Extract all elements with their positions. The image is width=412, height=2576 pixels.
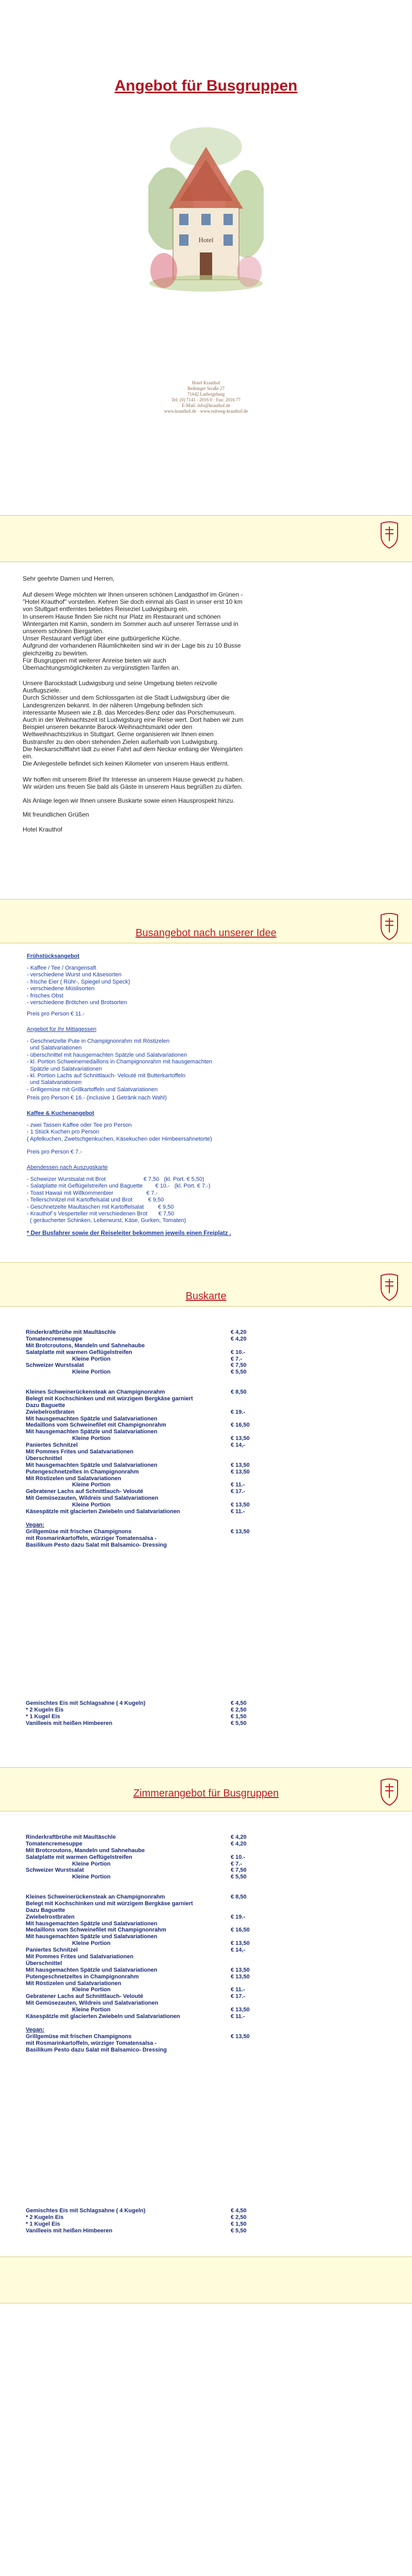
menu-item-name: Gebratener Lachs auf Schnittlauch- Velouté: [26, 1993, 143, 2000]
menu-item-price: € 14,-: [231, 1947, 246, 1954]
address-line: Beihinger Straße 27: [187, 386, 225, 391]
menu-item-name: Salatplatte mit warmen Geflügelstreifen: [26, 1349, 132, 1355]
menu-item-price: € 13,50: [231, 1528, 250, 1535]
menu-item-price: € 13,50: [231, 1468, 250, 1475]
menu-item-price: € 13,50: [231, 2033, 250, 2040]
menu-item-name: Kleines Schweinerückensteak an Champignonrahm: [26, 1389, 165, 1396]
menu-item-name: Schweizer Wurstsalat: [26, 1362, 84, 1369]
menu-item-price: € 10.-: [231, 1854, 246, 1860]
buskarte-menu: [26, 1329, 294, 1548]
menu-row: [26, 1416, 294, 1422]
menu-item-name: Mit Röstizelen und Salatvariationen: [26, 1475, 122, 1482]
menu-item-name: Mit Gemüsezauten, Wildreis und Salatvariationen: [26, 1495, 159, 1502]
menu-item-price: € 5,50: [231, 1720, 247, 1726]
band-divider: [0, 1306, 412, 1307]
menu-row: [26, 1901, 294, 1907]
menu-row: [26, 1409, 294, 1416]
buskarte-title: Buskarte: [185, 1291, 227, 1302]
menu-row: [26, 1376, 294, 1382]
letter-paragraph: Als Anlage legen wir Ihnen unsere Buskarte sowie einen Hausprospekt hinzu.: [23, 797, 235, 804]
menu-item-name: Kleine Portion: [72, 1355, 111, 1362]
menu-item-name: Kleine Portion: [72, 1987, 111, 1993]
menu-item-price: € 11.-: [231, 1509, 245, 1515]
menu-row: [26, 2033, 294, 2040]
zimmer-title: Zimmerangebot für Busgruppen: [133, 1788, 279, 1799]
hotel-crest-icon: [379, 912, 400, 941]
menu-item-price: € 5,50: [231, 1369, 247, 1376]
menu-row: [26, 1469, 294, 1476]
menu-item-name: Kleine Portion: [72, 1482, 111, 1488]
menu-row: [26, 1455, 294, 1462]
menu-item-price: € 7.-: [231, 1860, 243, 1867]
menu-item-name: Mit hausgemachten Spätzle und Salatvariationen: [26, 1429, 158, 1435]
menu-item-name: Kleine Portion: [72, 1435, 111, 1442]
decorative-band: [0, 515, 412, 562]
menu-row: [26, 1488, 294, 1495]
menu-item-price: € 4,50: [231, 1700, 247, 1706]
menu-row: [26, 2027, 294, 2033]
menu-row: [26, 1861, 294, 1868]
menu-row: [26, 1700, 294, 1707]
menu-item-price: € 13,50: [231, 1973, 250, 1980]
menu-item-name: Mit Brotcroutons, Mandeln und Sahnehaube: [26, 1342, 145, 1349]
menu-item-name: Mit Pommes Frites und Salatvariationen: [26, 1954, 134, 1960]
menu-row: [26, 1343, 294, 1349]
menu-row: [26, 1927, 294, 1934]
menu-row: [26, 1907, 294, 1914]
menu-row: [26, 1476, 294, 1482]
menu-item-name: Paniertes Schnitzel: [26, 1442, 78, 1449]
buskarte-desserts: [26, 1700, 294, 1727]
menu-row: [26, 1442, 294, 1449]
menu-row: [26, 2020, 294, 2027]
menu-item-price: € 13,50: [231, 1502, 250, 1509]
menu-row: [26, 1382, 294, 1389]
menu-row: [26, 1356, 294, 1363]
menu-row: [26, 1502, 294, 1509]
menu-item-name: Überschnittel: [26, 1455, 62, 1462]
letter-closing: Mit freundlichen Grüßen: [23, 811, 89, 818]
menu-row: [26, 1535, 294, 1542]
menu-item-name: Tomatencremesuppe: [26, 1840, 82, 1847]
menu-item-name: Überschnittel: [26, 1960, 62, 1967]
menu-row: [26, 1714, 294, 1720]
menu-item-price: € 1,50: [231, 1713, 247, 1720]
menu-item-price: € 19.-: [231, 1913, 246, 1920]
menu-item-name: Käsespätzle mit glacierten Zwiebeln und Salatvariationen: [26, 2013, 180, 2020]
menu-row: [26, 1921, 294, 1927]
menu-row: [26, 1396, 294, 1402]
menu-item-name: Medaillons vom Schweinefilet mit Champignonrahm: [26, 1422, 166, 1429]
menu-item-price: € 4,50: [231, 2208, 247, 2214]
menu-item-price: € 8,50: [231, 1389, 247, 1396]
menu-item-name: Vegan:: [26, 2026, 45, 2033]
menu-item-price: € 13,50: [231, 1967, 250, 1973]
menu-item-name: Kleine Portion: [72, 1860, 111, 1867]
menu-row: [26, 1947, 294, 1954]
page-title: Angebot für Busgruppen: [114, 77, 298, 94]
menu-row: [26, 1422, 294, 1429]
menu-row: [26, 1894, 294, 1901]
menu-item-name: mit Rosmarinkartoffeln, würziger Tomatensalsa -: [26, 1535, 157, 1541]
menu-item-name: Zwiebelrostbraten: [26, 1913, 75, 1920]
menu-row: [26, 1495, 294, 1502]
menu-row: [26, 1515, 294, 1522]
zimmer-desserts: [26, 2208, 294, 2234]
menu-row: [26, 1349, 294, 1356]
menu-item-name: Paniertes Schnitzel: [26, 1947, 78, 1954]
coffee-items: - zwei Tassen Kaffee oder Tee pro Person - 1 Stück Kuchen pro Person ( Apfelkuchen, Zwetschgenkuchen, Käsekuchen oder Himbeersahnetorte): [27, 1122, 212, 1142]
menu-item-price: € 11.-: [231, 2013, 245, 2020]
menu-item-price: € 13,50: [231, 1435, 250, 1442]
menu-item-price: € 13,50: [231, 1462, 250, 1468]
menu-item-name: Käsespätzle mit glacierten Zwiebeln und Salatvariationen: [26, 1509, 180, 1515]
menu-item-name: Kleine Portion: [72, 1502, 111, 1509]
menu-row: [26, 1980, 294, 1987]
menu-item-price: € 14,-: [231, 1442, 246, 1449]
breakfast-heading: Frühstücksangebot: [27, 953, 80, 959]
menu-item-name: mit Rosmarinkartoffeln, würziger Tomatensalsa -: [26, 2040, 157, 2046]
band-divider: [0, 515, 412, 516]
menu-row: [26, 1389, 294, 1396]
menu-item-name: Vanilleeis mit heißen Himbeeren: [26, 2227, 113, 2234]
menu-row: [26, 2214, 294, 2221]
menu-item-name: Vegan:: [26, 1521, 45, 1528]
menu-item-price: € 7,50: [231, 1867, 247, 1874]
letter-signature: Hotel Krauthof: [23, 826, 62, 833]
coffee-price: Preis pro Person € 7.-: [27, 1149, 82, 1155]
menu-item-name: Putengeschnetzeltes in Champignonrahm: [26, 1973, 139, 1980]
menu-item-name: Grillgemüse mit frischen Champignons: [26, 1528, 132, 1535]
menu-item-name: Gemischtes Eis mit Schlagsahne ( 4 Kugeln): [26, 2208, 146, 2214]
letter-paragraph: Auf diesem Wege möchten wir Ihnen unseren schönen Landgasthof im Grünen - "Hotel Krauthof" vorstellen. Kehren Sie doch einmal als Gast in unser erst 10 km von Stuttgart entferntes beliebtes Reiseziel Ludwigsburg ein. In unserem Hause finden Sie nicht nur Platz im Restaurant und schönen Wintergarten mit Kamin, sondern im Sommer auch auf unserer Terrasse und in unserem schönen Biergarten. Unser Restaurant verfügt über eine gutbürgerliche Küche. Aufgrund der vorhandenen Räumlichkeiten sind wir in der Lage bis zu 10 Busse gleichzeitig zu bewirten. Für Busgruppen mit weiterer Anreise bieten wir auch Übernachtungsmöglichkeiten zu vergünstigten Tarifen an.: [23, 591, 243, 672]
menu-row: [26, 1720, 294, 1727]
menu-item-price: € 11.-: [231, 1987, 245, 1993]
menu-item-name: Vanilleeis mit heißen Himbeeren: [26, 1720, 113, 1726]
menu-item-name: Mit Pommes Frites und Salatvariationen: [26, 1449, 134, 1455]
dinner-items: - Schweizer Wurstsalat mit Brot € 7,50 (kl. Port. € 5,50) - Salatplatte mit Geflügelstreifen und Baguette € 10.- (kl. Port. € 7.-) - Toast Hawaii mit Willkommenbier € 7.- - Tellerschnitzel mit Kartoffelsalat und Brot € 9,50 - Geschnetzelte Maultaschen mit Kartoffelsalat € 9,50 - Krauthof´s Vesperteller mit verschiedenen Brot € 7,50 ( geräucherter Schinken, Leberwurst, Käse, Gurken, Tomaten): [27, 1176, 211, 1224]
menu-item-name: Kleine Portion: [72, 1940, 111, 1947]
menu-row: [26, 1482, 294, 1488]
address-line: www.krauthof.de · www.ruitweg-krauthof.de: [164, 409, 248, 414]
menu-row: [26, 1993, 294, 2000]
menu-item-name: Putengeschnetzeltes in Champignonrahm: [26, 1468, 139, 1475]
menu-row: [26, 1522, 294, 1529]
lunch-price: Preis pro Person € 16.- (inclusive 1 Getränk nach Wahl): [27, 1095, 167, 1101]
menu-item-price: € 2,50: [231, 1706, 247, 1713]
menu-row: [26, 1329, 294, 1336]
menu-item-name: Kleine Portion: [72, 1369, 111, 1376]
decorative-band: [0, 2257, 412, 2303]
lunch-heading: Angebot für Ihr Mittagessen: [27, 1026, 97, 1032]
menu-item-name: Mit hausgemachten Spätzle und Salatvariationen: [26, 1967, 158, 1973]
hotel-address: [0, 380, 412, 414]
letter-salutation: Sehr geehrte Damen und Herren,: [23, 575, 115, 582]
menu-row: [26, 1336, 294, 1343]
menu-item-name: Basilikum Pesto dazu Salat mit Balsamico- Dressing: [26, 1541, 167, 1548]
driver-note: * Der Busfahrer sowie der Reiseleiter bekommen jeweils einen Freiplatz .: [27, 1230, 231, 1236]
menu-item-price: € 5,50: [231, 2227, 247, 2234]
menu-item-name: * 1 Kugel Eis: [26, 2221, 60, 2227]
menu-item-name: Zwiebelrostbraten: [26, 1409, 75, 1415]
menu-item-name: Mit hausgemachten Spätzle und Salatvariationen: [26, 1415, 158, 1422]
menu-item-name: Tomatencremesuppe: [26, 1335, 82, 1342]
menu-item-name: Dazu Baguette: [26, 1402, 65, 1409]
menu-item-name: Gebratener Lachs auf Schnittlauch- Velouté: [26, 1488, 143, 1495]
menu-row: [26, 1462, 294, 1469]
menu-row: [26, 2047, 294, 2054]
menu-item-price: € 4,20: [231, 1834, 247, 1840]
menu-item-price: € 19.-: [231, 1409, 246, 1415]
menu-item-price: € 8,50: [231, 1894, 247, 1901]
menu-row: [26, 1967, 294, 1974]
menu-item-name: Mit Röstizelen und Salatvariationen: [26, 1980, 122, 1987]
menu-item-price: € 16,50: [231, 1927, 250, 1934]
menu-row: [26, 1960, 294, 1967]
address-line: Hotel Krauthof: [192, 380, 220, 385]
band-divider: [0, 1262, 412, 1263]
hotel-crest-icon: [379, 1777, 400, 1806]
menu-item-price: € 1,50: [231, 2221, 247, 2227]
menu-row: [26, 1974, 294, 1980]
hotel-crest-icon: [379, 1273, 400, 1301]
menu-item-name: Mit hausgemachten Spätzle und Salatvariationen: [26, 1934, 158, 1940]
breakfast-price: Preis pro Person € 11.-: [27, 1011, 85, 1017]
coffee-heading: Kaffee & Kuchenangebot: [27, 1110, 94, 1116]
menu-row: [26, 1369, 294, 1376]
menu-row: [26, 1954, 294, 1960]
letter-paragraph: Unsere Barockstadt Ludwigsburg und seine Umgebung bieten reizvolle Ausflugsziele. Durch Schlösser und dem Schlossgarten ist die Stadt Ludwigsburg über die Landesgrenzen bekannt. In der näheren Umgebung befinden sich interessante Museen wie z.B. das Mercedes-Benz oder das Porschemuseum. Auch in der Weihnachtszeit ist Ludwigsburg eine Reise wert. Dort haben wir zum Beispiel unseren bekannte Barock-Weihnachtsmarkt oder den Weltweihnachtszirkus in Stuttgart. Gerne organisieren wir Ihnen einen Bustransfer zu den oben stehenden Zielen außerhalb von Ludwigsburg. Die Neckarschifffahrt lädt zu einer Fahrt auf dem Neckar entlang der Weingärten ein. Die Anlegestelle befindet sich keinen Kilometer von unserem Haus entfernt.: [23, 680, 244, 768]
menu-item-name: Rinderkraftbrühe mit Maultäschle: [26, 1329, 116, 1335]
menu-row: [26, 1880, 294, 1887]
menu-item-price: € 13,50: [231, 2007, 250, 2013]
menu-row: [26, 1914, 294, 1921]
menu-item-price: € 2,50: [231, 2214, 247, 2221]
menu-row: [26, 1874, 294, 1880]
menu-item-price: € 7.-: [231, 1355, 243, 1362]
menu-row: [26, 1435, 294, 1442]
menu-item-name: Kleine Portion: [72, 2007, 111, 2013]
menu-item-price: € 11.-: [231, 1482, 245, 1488]
menu-item-price: € 17.-: [231, 1993, 246, 2000]
menu-row: [26, 2000, 294, 2007]
lunch-items: - Geschnetzelte Pute in Champignonrahm mit Röstizelen und Salatvariationen - überschnittel mit hausgemachten Spätzle und Salatvariationen - kl. Portion Schweinemedaillons in Champignonrahm mit hausgemachten Spätzle und Salatvariationen - kl. Portion Lachs auf Schnittlauch- Velouté mit Butterkartoffeln und Salatvariationen - Grillgemüse mit Grillkartoffeln und Salatvariationen: [27, 1038, 213, 1093]
menu-item-name: Mit hausgemachten Spätzle und Salatvariationen: [26, 1920, 158, 1927]
menu-row: [26, 1987, 294, 1993]
zimmer-menu: [26, 1834, 294, 2053]
menu-row: [26, 1529, 294, 1535]
menu-item-price: € 7,50: [231, 1362, 247, 1369]
offer-title: Busangebot nach unserer Idee: [135, 927, 277, 939]
menu-row: [26, 1402, 294, 1409]
menu-row: [26, 1449, 294, 1455]
menu-row: [26, 1509, 294, 1515]
menu-item-name: Medaillons vom Schweinefilet mit Champignonrahm: [26, 1927, 166, 1934]
menu-row: [26, 1934, 294, 1940]
svg-text:Hotel: Hotel: [198, 236, 214, 244]
band-divider: [0, 899, 412, 900]
menu-row: [26, 1707, 294, 1714]
menu-item-name: * 2 Kugeln Eis: [26, 2214, 64, 2221]
menu-row: [26, 1542, 294, 1549]
menu-item-name: Kleine Portion: [72, 1874, 111, 1880]
menu-item-name: * 2 Kugeln Eis: [26, 1706, 64, 1713]
menu-item-name: Gemischtes Eis mit Schlagsahne ( 4 Kugeln): [26, 1700, 146, 1706]
menu-item-price: € 17.-: [231, 1488, 246, 1495]
menu-row: [26, 1940, 294, 1947]
menu-item-name: Mit Brotcroutons, Mandeln und Sahnehaube: [26, 1847, 145, 1854]
menu-row: [26, 2013, 294, 2020]
menu-row: [26, 1834, 294, 1841]
menu-item-name: Rinderkraftbrühe mit Maultäschle: [26, 1834, 116, 1840]
address-line: Tel: (0) 7141 - 2016 0 · Fax: 2016 77: [171, 397, 241, 402]
menu-row: [26, 2040, 294, 2047]
hotel-crest-icon: [379, 520, 400, 549]
menu-item-price: € 13,50: [231, 1940, 250, 1947]
breakfast-items: - Kaffee / Tee / Orangensaft - verschiedene Wurst und Käsesorten - frische Eier ( Rühr-, Spiegel und Speck) - verschiedene Müslisorten - frisches Obst - verschiedene Brötchen und Brotsorten: [27, 965, 130, 1006]
menu-row: [26, 2221, 294, 2228]
menu-item-price: € 10.-: [231, 1349, 246, 1355]
menu-item-name: Mit hausgemachten Spätzle und Salatvariationen: [26, 1462, 158, 1468]
menu-item-price: € 4,20: [231, 1840, 247, 1847]
menu-item-name: * 1 Kugel Eis: [26, 1713, 60, 1720]
menu-row: [26, 2007, 294, 2013]
menu-item-price: € 4,20: [231, 1329, 247, 1335]
menu-item-name: Mit Gemüsezauten, Wildreis und Salatvariationen: [26, 2000, 159, 2007]
menu-row: [26, 2208, 294, 2214]
letter-paragraph: Wir hoffen mit unserem Brief Ihr Interesse an unserem Hause geweckt zu haben. Wir würden uns freuen Sie bald als Gäste in unserem Haus begrüßen zu dürfen.: [23, 776, 244, 791]
dinner-heading: Abendessen nach Auszugskarte: [27, 1164, 108, 1171]
menu-item-name: Grillgemüse mit frischen Champignons: [26, 2033, 132, 2040]
menu-item-name: Dazu Baguette: [26, 1907, 65, 1913]
menu-row: [26, 1841, 294, 1848]
address-line: E-Mail: info@krauthof.de: [181, 403, 231, 408]
menu-item-name: Basilikum Pesto dazu Salat mit Balsamico- Dressing: [26, 2046, 167, 2053]
menu-item-name: Belegt mit Kochschinken und mit würzigem Bergkäse garniert: [26, 1900, 193, 1907]
menu-row: [26, 1429, 294, 1435]
menu-item-name: Kleines Schweinerückensteak an Champignonrahm: [26, 1894, 165, 1901]
address-line: 71642 Ludwigsburg: [187, 392, 225, 397]
menu-item-price: € 5,50: [231, 1874, 247, 1880]
menu-item-price: € 16,50: [231, 1422, 250, 1429]
menu-row: [26, 2228, 294, 2234]
menu-item-name: Salatplatte mit warmen Geflügelstreifen: [26, 1854, 132, 1860]
menu-row: [26, 1848, 294, 1854]
hotel-krauthof-watercolor: [148, 111, 264, 322]
menu-row: [26, 1887, 294, 1894]
band-divider: [0, 1767, 412, 1768]
menu-row: [26, 1854, 294, 1861]
menu-item-price: € 4,20: [231, 1335, 247, 1342]
menu-row: [26, 1867, 294, 1874]
menu-item-name: Belegt mit Kochschinken und mit würzigem Bergkäse garniert: [26, 1395, 193, 1402]
menu-row: [26, 1362, 294, 1369]
menu-item-name: Schweizer Wurstsalat: [26, 1867, 84, 1874]
